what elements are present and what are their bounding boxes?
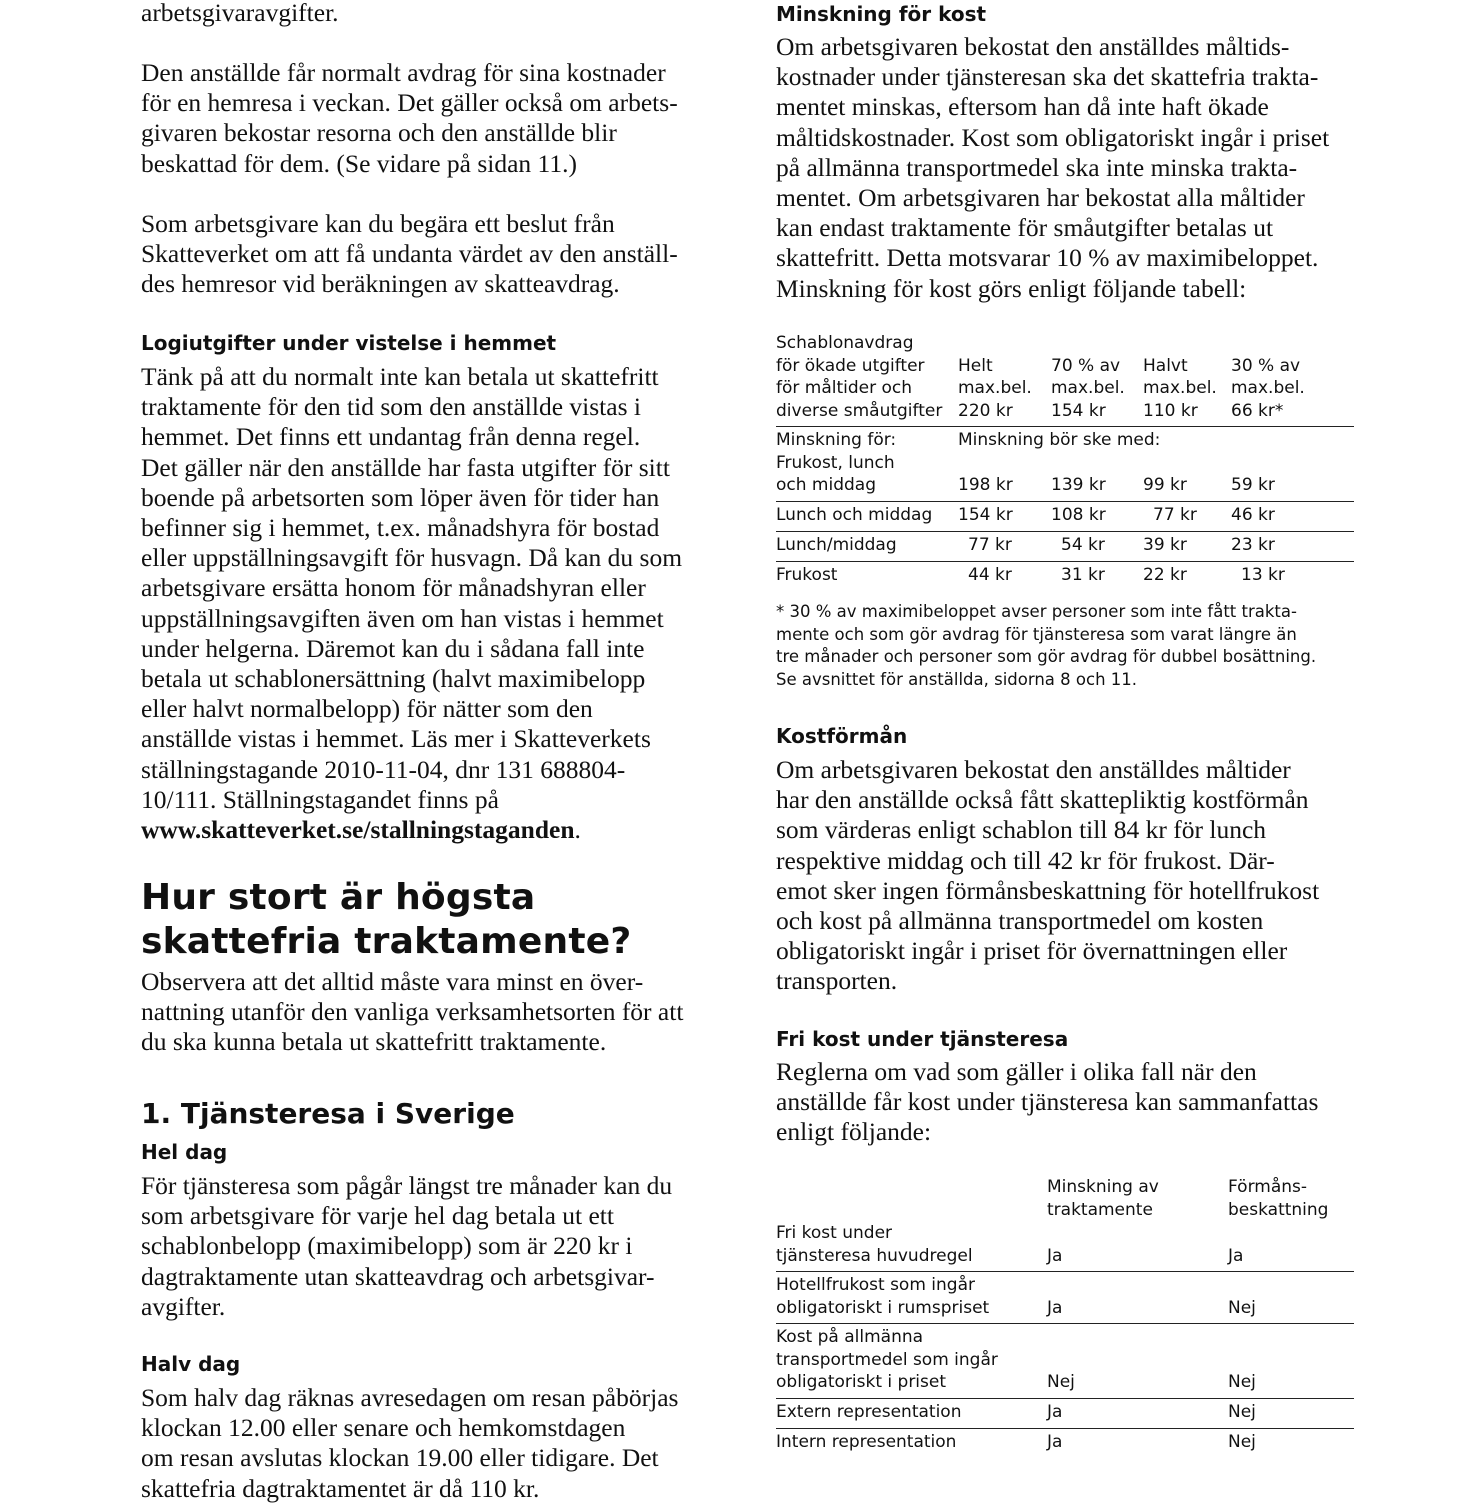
heading-halv-dag: Halv dag: [141, 1352, 241, 1376]
paragraph-halv-dag: Som halv dag räknas avresedagen om resan påbörjas klockan 12.00 eller senare och hemkomstdagen om resan avslutas klockan 19.00 eller tidigare. Det skattefria dagtraktamentet är då 110 kr.: [141, 1383, 679, 1503]
table-cell: 23 kr: [1231, 535, 1275, 555]
heading-fri-kost: Fri kost under tjänsteresa: [776, 1027, 1069, 1051]
table-header-cell: Halvt max.bel. 110 kr: [1143, 355, 1217, 421]
table-cell: 39 kr: [1143, 535, 1187, 555]
table-cell: Ja: [1228, 1245, 1244, 1266]
paragraph-kostforman: Om arbetsgivaren bekostat den anställdes måltider har den anställde också fått skattepliktig kostförmån som värderas enligt schablon till 84 kr för lunch respektive middag och till 42 kr för frukost. Där- emot sker ingen förmånsbeskattning för hotellfrukost och kost på allmänna transportmedel om kosten obligatoriskt ingår i priset för övernattningen eller transporten.: [776, 755, 1320, 996]
table-cell: 31 kr: [1061, 565, 1105, 585]
table-cell-label: Frukost, lunch och middag: [776, 452, 895, 495]
heading-tjansteresa-sverige: 1. Tjänsteresa i Sverige: [141, 1097, 515, 1130]
page-heading: [141, 876, 721, 964]
table-cell: Ja: [1047, 1245, 1063, 1266]
table-cell: Nej: [1228, 1372, 1256, 1392]
paragraph-minskning-kost: Om arbetsgivaren bekostat den anställdes måltids- kostnader under tjänsteresan ska det skattefria trakta- mentet minskas, eftersom han då inte haft ökade måltidskostnader. Kost som obligatoriskt ingår i priset på allmänna transportmedel ska inte minska trakta- mentet. Om arbetsgivaren har bekostat alla måltider kan endast traktamente för småutgifter betalas ut skattefritt. Detta motsvarar 10 % av maximibeloppet. Minskning för kost görs enligt följande tabell:: [776, 32, 1330, 303]
table-cell: Nej: [1228, 1402, 1256, 1422]
table-rule: [776, 501, 1354, 502]
table-cell: Nej: [1228, 1432, 1256, 1452]
table-cell: Ja: [1047, 1432, 1063, 1452]
table-cell: Ja: [1047, 1402, 1063, 1422]
paragraph-beslut: Som arbetsgivare kan du begära ett beslut från Skatteverket om att få undanta värdet av den anställ- des hemresor vid beräkningen av skatteavdrag.: [141, 209, 678, 299]
stallningstaganden-link[interactable]: www.skatteverket.se/stallningstaganden: [141, 815, 575, 844]
paragraph-observera: Observera att det alltid måste vara minst en över- nattning utanför den vanliga verksamhetsorten för att du ska kunna betala ut skattefritt traktamente.: [141, 967, 684, 1057]
table-cell: 139 kr: [1051, 475, 1106, 495]
table-rule: [776, 1271, 1354, 1272]
paragraph-hemresa: Den anställde får normalt avdrag för sina kostnader för en hemresa i veckan. Det gäller också om arbets- givaren bekostar resorna och den anställde blir beskattad för dem. (Se vidare på sidan 11.): [141, 58, 678, 178]
table-cell: Nej: [1047, 1372, 1075, 1392]
table-cell-label: Fri kost under tjänsteresa huvudregel: [776, 1223, 973, 1266]
table-rule: [776, 561, 1354, 562]
table-header-cell: 30 % av max.bel. 66 kr*: [1231, 355, 1305, 421]
paragraph-fri-kost: Reglerna om vad som gäller i olika fall när den anställde får kost under tjänsteresa kan sammanfattas enligt följande:: [776, 1057, 1319, 1147]
table-cell: 54 kr: [1061, 535, 1105, 555]
table-header-cell: Minskning av traktamente: [1047, 1177, 1159, 1220]
table-cell: 198 kr: [958, 475, 1013, 495]
page-heading-line1: Hur stort är högsta: [141, 877, 536, 918]
table-header-cell: Förmåns- beskattning: [1228, 1177, 1329, 1220]
table-cell-label: Kost på allmänna transportmedel som ingår obligatoriskt i priset: [776, 1327, 998, 1392]
table-cell: 46 kr: [1231, 505, 1275, 525]
heading-kostforman: Kostförmån: [776, 724, 908, 748]
table-rule: [776, 531, 1354, 532]
table-cell-label: Hotellfrukost som ingår obligatoriskt i rumspriset: [776, 1275, 990, 1318]
fri-kost-table: [776, 1176, 1356, 1466]
paragraph-continuation: arbetsgivaravgifter.: [141, 0, 339, 27]
table-sub-label: Minskning för:: [776, 430, 897, 450]
table-cell-label: Lunch och middag: [776, 505, 933, 525]
table-cell: Ja: [1047, 1297, 1063, 1318]
link-line: [141, 815, 721, 845]
heading-minskning-kost: Minskning för kost: [776, 2, 987, 26]
table-cell: 154 kr: [958, 505, 1013, 525]
table-cell: 108 kr: [1051, 505, 1106, 525]
table-cell-label: Lunch/middag: [776, 535, 897, 555]
table-cell-label: Extern representation: [776, 1402, 962, 1422]
table-sub-note: Minskning bör ske med:: [958, 430, 1161, 450]
table-cell: 77 kr: [968, 535, 1012, 555]
table-header-cell: Helt max.bel. 220 kr: [958, 355, 1032, 421]
table-rule: [776, 1428, 1354, 1429]
table-cell: 22 kr: [1143, 565, 1187, 585]
table-cell-label: Frukost: [776, 565, 838, 585]
table-cell: 59 kr: [1231, 475, 1275, 495]
minskning-table: [776, 332, 1356, 592]
paragraph-logiutgifter: Tänk på att du normalt inte kan betala ut skattefritt traktamente för den tid som den anställde vistas i hemmet. Det finns ett undantag från denna regel. Det gäller när den anställde har fasta utgifter för sitt boende på arbetsorten som löper även för tider han befinner sig i hemmet, t.ex. månadshyra för bostad eller uppställningsavgift för husvagn. Då kan du som arbetsgivare ersätta honom för månadshyran eller uppställningsavgiften även om han vistas i hemmet under helgerna. Däremot kan du i sådana fall inte betala ut schablonersättning (halvt maximibelopp eller halvt normalbelopp) för nätter som den anställde vistas i hemmet. Läs mer i Skatteverkets ställningstagande 2010-11-04, dnr 131 688804- 10/111. Ställningstagandet finns på: [141, 362, 683, 814]
table-rule: [776, 1323, 1354, 1324]
table-cell: 99 kr: [1143, 475, 1187, 495]
page-heading-line2: skattefria traktamente?: [141, 921, 632, 962]
heading-logiutgifter: Logiutgifter under vistelse i hemmet: [141, 331, 557, 355]
link-suffix: .: [574, 815, 581, 844]
table-cell-label: Intern representation: [776, 1432, 957, 1452]
table-cell: 77 kr: [1153, 505, 1197, 525]
table-header-cell: Schablonavdrag för ökade utgifter för måltider och diverse småutgifter: [776, 333, 943, 421]
table-cell: 13 kr: [1241, 565, 1285, 585]
table-rule: [776, 426, 1354, 427]
table-rule: [776, 1398, 1354, 1399]
table-header-cell: 70 % av max.bel. 154 kr: [1051, 355, 1125, 421]
heading-hel-dag: Hel dag: [141, 1140, 228, 1164]
table-cell: Nej: [1228, 1297, 1256, 1318]
table-footnote: * 30 % av maximibeloppet avser personer som inte fått trakta- mente och som gör avdrag för tjänsteresa som varat längre än tre månader och personer som gör avdrag för dubbel bosättning. Se avsnittet för anställda, sidorna 8 och 11.: [776, 602, 1317, 690]
paragraph-hel-dag: För tjänsteresa som pågår längst tre månader kan du som arbetsgivare för varje hel dag betala ut ett schablonbelopp (maximibelopp) som är 220 kr i dagtraktamente utan skatteavdrag och arbetsgivar- avgifter.: [141, 1171, 673, 1321]
table-cell: 44 kr: [968, 565, 1012, 585]
